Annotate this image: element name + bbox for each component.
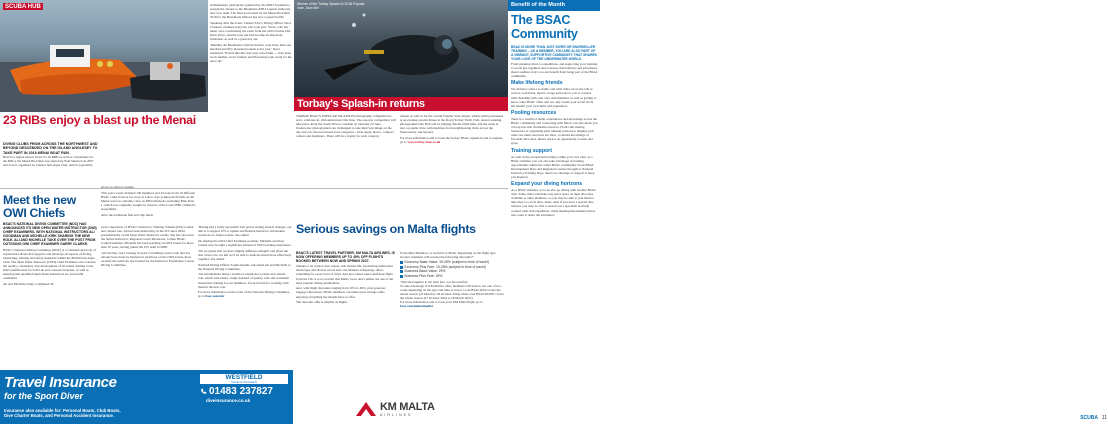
ribs-paragraph: After the traditional fish and chip lunch bbox=[101, 212, 154, 217]
fare-item: Business Plus Fare: 29% bbox=[400, 274, 504, 279]
malta-link[interactable]: bsac.com/kmmaltaoffer bbox=[400, 304, 434, 309]
km-malta-brand: KM MALTA bbox=[380, 401, 435, 413]
torbay-col-2 bbox=[400, 114, 504, 146]
sidebar-paragraph: From planning dives to expeditions, and supporting your training, to social get-togethers and overseas club holidays and adventures, there's endless ways you can benefit from being part of the BSAC community. bbox=[511, 62, 598, 79]
bullet-square-icon bbox=[400, 261, 403, 264]
owi-paragraph: years' experience of BSAC's Instructor Training Scheme (ITS) to their new shared role. Ali has been instructing on the ITS since 2004, predominantly on the Open Water Instructor events. She has also been the Senior Instructor, Regional Coach Moderator, former BSAC Council member. Michelle has been teaching on OWI events for more than 10 years, having joined the ITS team in 2008. bbox=[101, 225, 194, 250]
torbay-headline-band bbox=[294, 97, 508, 111]
page-number: 11 bbox=[1101, 415, 1107, 421]
torbay-headline: Torbay's Splash-in returns bbox=[297, 98, 425, 110]
owi-paragraph: 'Having had a really successful trial period testing several changes, our aim is to support ITS to update and flexible instructor and student resources for future events,' she added. bbox=[198, 225, 292, 238]
ad-website[interactable]: diveinsurance.co.uk bbox=[206, 398, 251, 403]
ad-title: Travel Insurance bbox=[4, 374, 117, 391]
ribs-paragraph: shows no sign of waning. bbox=[101, 185, 135, 189]
ribs-paragraph: Speaking after the event, Chester SAC's Diving Officer Steve Clarkson, thanked everyone who took part: 'Steve, who has taken over coordinating the event from the club's former DO, Dave Parry, said the boat run had become an important fundraiser as well as a great day out. bbox=[210, 20, 292, 42]
owi-headline: Meet the new OWI Chiefs bbox=[3, 193, 76, 220]
torbay-link[interactable]: www.torbay-bsac.co.uk bbox=[407, 140, 441, 145]
malta-more: For more information and to book your KM Malta flight, go to bbox=[400, 300, 483, 305]
sidebar-heading: Make lifelong friends bbox=[511, 80, 563, 87]
owi-paragraph: National Diving Officer Sophie Rennie welcomed Ali and Michelle to the National Diving Committee. bbox=[198, 262, 291, 271]
km-malta-brand-sub: AIRLINES bbox=[380, 413, 413, 417]
malta-headline: Serious savings on Malta flights bbox=[296, 222, 476, 236]
sidebar-body bbox=[511, 45, 598, 218]
sidebar-paragraph: As a BSAC member, you can also go diving with another BSAC club. Some clubs will make any space spare on their dive trips available to other members, so you may be able to join them to take trips to a local dive center. And, if you have a special dive interest, you may be able to search out a specialist and help connect with club expedition, while meeting like-minded divers who want to share the adventure! bbox=[511, 188, 597, 217]
ribs-paragraph: Held in a region known 'blast' for its RIBs as well as a fundraiser for the RNLI, the Menai Boat Run was started by Paul Sherlock in 2007 and is now organised by Chester Sub-Aqua Club. And its popularity bbox=[3, 154, 94, 168]
torbay-paragraph: TORBAY BSAC'S POPULAR SPLASH-IN photography competition is set to celebrate its 16th anniversary this June. The one-day competition will take place along the South Devon coastline on Saturday 22 June. Underwater photographers are challenged to take their best image on the day and can choose between four categories - wide angle, macro, compact camera and beginners. There will be a trophy for each category bbox=[296, 114, 396, 139]
sidebar-paragraph: There is a wealth of skills, experiences and knowledge across the BSAC community and connecting with fellow can also mean you can tap into that invaluable resource. From club sharing instructors or organising joint training sessions to helping each other out when resources are short, to shared knowledge of favourite dive sites, there's always an opportunity to learn and grow. bbox=[511, 116, 598, 146]
fare-item: Economy Plus Fare: 19-25% (subject to time of travel) bbox=[400, 265, 504, 270]
phone-icon bbox=[200, 388, 207, 395]
owi-col-3 bbox=[198, 225, 292, 300]
sidebar-tag: Benefit of the Month bbox=[508, 0, 600, 11]
owi-paragraph: BSAC's National Diving Committee (NDC) is a volunteer-led body of experienced divers that supports and develops all aspects of diving, instructing, training and safety standards within the British Sub-Aqua Club. The Open Water Instructor (OWI) Chief Examiner role oversees the quality, consistency and development of all exams relating to the OWI qualification for both UK and overseas branches, as well as ensuring that qualified Open Water Instructors are successful candidates. bbox=[3, 247, 96, 281]
owi-paragraph: 'Ali and Michelle bring a wealth of experience to their new shared role, which will ensure a high standard of quality, safe and consistent instruction training for our members. I look forward to working with them in the new role.' bbox=[198, 272, 290, 289]
phone-block[interactable] bbox=[200, 386, 288, 397]
bullet-square-icon bbox=[400, 266, 403, 269]
sidebar-heading: Pooling resources bbox=[511, 109, 557, 116]
sidebar-paragraph: We all know what a sociable, and with clubs across the UK as well as worldwide, there's a large network for you to connect with. Bonding with your own club members as well as getting to know other BSAC clubs will not only widen your social circle but benefit your own skills and experience. bbox=[511, 87, 597, 108]
owi-col-2 bbox=[101, 225, 195, 269]
bullet-square-icon bbox=[400, 275, 403, 278]
ad-lines bbox=[4, 408, 289, 418]
malta-paragraph: And, with flight discounts ranging from 19% to 49%, plus generous luggage allowances, BSAC members can make great savings while enjoying everything the islands have to offer. bbox=[296, 286, 386, 299]
ribs-col-1 bbox=[3, 142, 98, 169]
ribs-paragraph: This year's event included 130 members and 23 boats from 19 different BSAC clubs from as far away as Luton. Also joining the flotilla on the Menai were two Atlantic class on RNLI lifeboats, including Blue Peter 1, which was originally bought by viewers of the iconic BBC children's programme. bbox=[101, 190, 196, 212]
owi-paragraph: 'Ali and they were looking forward to building on the work that has already been done by Instructors and those on the OWI events, most recently the team run day formed for the Instructor Foundation Course Diving Committee. bbox=[101, 251, 195, 268]
fare-item: Economy Basic Value: 19-25% (subject to time of travel) bbox=[400, 260, 504, 265]
malta-paragraph: from either Heathrow or Gatwick to Malta. Depending on the flight type booked, members will receive the following discounts*: bbox=[400, 251, 496, 260]
ad-phone: 01483 237827 bbox=[209, 386, 273, 397]
ribs-col-2 bbox=[101, 185, 196, 218]
sidebar-paragraph: As well as the exceptional training within your own club, as a BSAC member you can also take advantage of training opportunities within the wider BSAC community. From BSAC Development Days and Regional Coaches through to National Instructor Training Days, there's no shortage of support to keep you inspired. bbox=[511, 154, 595, 179]
ad-line: Dive Charter Boats, and Personal Accident Insurance. bbox=[4, 413, 114, 419]
torbay-paragraph: winner as well as for the overall Popular Vote winner, which will be presented at an evening awards dinner at the Royal Torbay Yacht Club. Award-winning photographer Dan Bolt will be judging this the ninth time, and the event is also a popular draw with members from neighbouring clubs across the Westcountry and beyond. bbox=[400, 114, 504, 135]
fares-note: *Discount applies to the base fare, not tax and fuel. bbox=[400, 279, 469, 284]
owi-paragraph: 'We recognise that we have slightly different strengths and given the size of the role, we felt we'd be able to dedicate much more effectively together,' she added. bbox=[198, 248, 292, 261]
fare-list bbox=[400, 260, 504, 278]
km-malta-logo-icon bbox=[354, 400, 378, 418]
ad-subtitle: for the Sport Diver bbox=[4, 391, 84, 401]
owi-paragraph: On sharing the OWI Chief Examiner position, Michelle said they rotated very brought a significant amount of OWI teaching experience. bbox=[198, 238, 292, 247]
malta-lead: BSAC'S LATEST TRAVEL PARTNER, KM MALTA AIRLINES, IS NOW OFFERING MEMBERS UP TO 49% OFF FLIGHTS BOOKED BETWEEN NOW AND SPRING 2027. bbox=[296, 251, 395, 264]
owi-paragraph: Ali and Michelle bring a combined 36 bbox=[3, 281, 54, 286]
westfield-sub: Insurance Consultants bbox=[231, 381, 257, 384]
malta-paragraph: The discount offer is eligible on flights bbox=[296, 300, 348, 305]
km-malta-ad[interactable] bbox=[294, 395, 508, 424]
ribs-paragraph: in Beaumaris, participants gathered by the RNLI boatshed to present the cheque to the Beaumaris RNLI Launch Authority and crew team. The final total raised by the Menai Boat Run 2018 for the Beaumaris lifeboat has now topped £4,200. bbox=[210, 3, 291, 20]
ribs-paragraph: 'Running the Beaumaris Lifeboat Station costs more than one hundred and fifty thousand pounds every year,' Steve explained. 'Events like this don't just raise funds — they keep boats fuelled, crews trained, and lifesaving work ready for the next call.' bbox=[210, 43, 292, 64]
sidebar-lead: BSAC IS MORE THAN JUST DIVER OR SNORKELLER TRAINING – AS A MEMBER, YOU ARE ALSO PART OF A VIBRANT, SUPPORTIVE COMMUNITY THAT SHARES YOUR LOVE OF THE UNDERWATER WORLD. bbox=[511, 45, 597, 61]
ribs-lead: DIVING CLUBS FROM ACROSS THE NORTHWEST AND BEYOND DESCENDED ON THE ISLAND ANGLESEY TO TAKE PART IN 2018 MENAI BOAT RUN. bbox=[3, 142, 98, 155]
travel-insurance-ad[interactable] bbox=[0, 370, 293, 424]
diver-illustration bbox=[294, 0, 508, 97]
divider bbox=[0, 188, 508, 189]
owi-more: For more information on the work of the National Diving Committee, go to bbox=[198, 290, 291, 299]
torbay-photo bbox=[294, 0, 508, 97]
sidebar-title: The BSAC Community bbox=[511, 13, 578, 41]
owi-link[interactable]: bsac.com/ndc bbox=[205, 294, 225, 299]
ad-line: Insurance also available for: Personal Boats, Club Boats, bbox=[4, 408, 121, 413]
rib-boats-illustration bbox=[0, 0, 208, 112]
torbay-more: For more information and to book the Torbay BSAC Splash-in and to register, go to bbox=[400, 136, 503, 145]
malta-col-2 bbox=[400, 251, 504, 308]
page-footer bbox=[1016, 413, 1108, 424]
owi-lead: BSAC'S NATIONAL DIVING COMMITTEE (NDC) HAS ANNOUNCED ITS NEW OPEN WATER INSTRUCTOR (OWI) CHIEF EXAMINERS, WITH NATIONAL INSTRUCTORS ALI GOODMAN AND MICHELLE KIRK SHARING THE NEW ROLE. ALI AND MICHELLE TAKE OVER THE POST FROM OUTGOING OWI CHIEF EXAMINER GARRY CLARKE. bbox=[3, 222, 97, 247]
scuba-hub-logo: SCUBA HUB bbox=[5, 3, 41, 10]
malta-col-1 bbox=[296, 251, 396, 306]
westfield-logo: WESTFIELD Insurance Consultants bbox=[200, 374, 288, 384]
bullet-square-icon bbox=[400, 270, 403, 273]
sidebar-heading: Expand your diving horizons bbox=[511, 181, 583, 188]
owi-col-1 bbox=[3, 222, 98, 288]
torbay-photo-caption: Winner of the Torbay Splash-In 2018 Popular Vote, Sam Birt bbox=[297, 2, 365, 10]
torbay-col-1 bbox=[296, 114, 396, 140]
fare-item: Business Basic Value: 29% bbox=[400, 269, 504, 274]
ribs-headline: 23 RIBs enjoy a blast up the Menai bbox=[3, 113, 196, 127]
ribs-photo bbox=[0, 0, 208, 112]
malta-paragraph: To take advantage of KM Malta's offer, members will need to use one of two codes depending on the type and time of travel. Code BSAC2020 covers the winter season (23 March to 26 October 2024) while code BSAC2020W covers the winter season (27 October 2024 to 28 March 2025). bbox=[400, 283, 504, 300]
benefit-sidebar bbox=[508, 0, 1107, 424]
footer-brand: SCUBA bbox=[1080, 415, 1098, 421]
ribs-col-3 bbox=[210, 3, 292, 65]
malta-paragraph: Thanks to its crystal clear waters, rich marine life, fascinating underwater landscapes and diverse wreck sites, the Maltese archipelago offers something for every level of diver. And just a three-and-a-half hour flight from the UK, it is no wonder that Malta, Gozo and Comino are one of the most popular diving destinations. bbox=[296, 264, 394, 285]
sidebar-heading: Training support bbox=[511, 147, 552, 154]
